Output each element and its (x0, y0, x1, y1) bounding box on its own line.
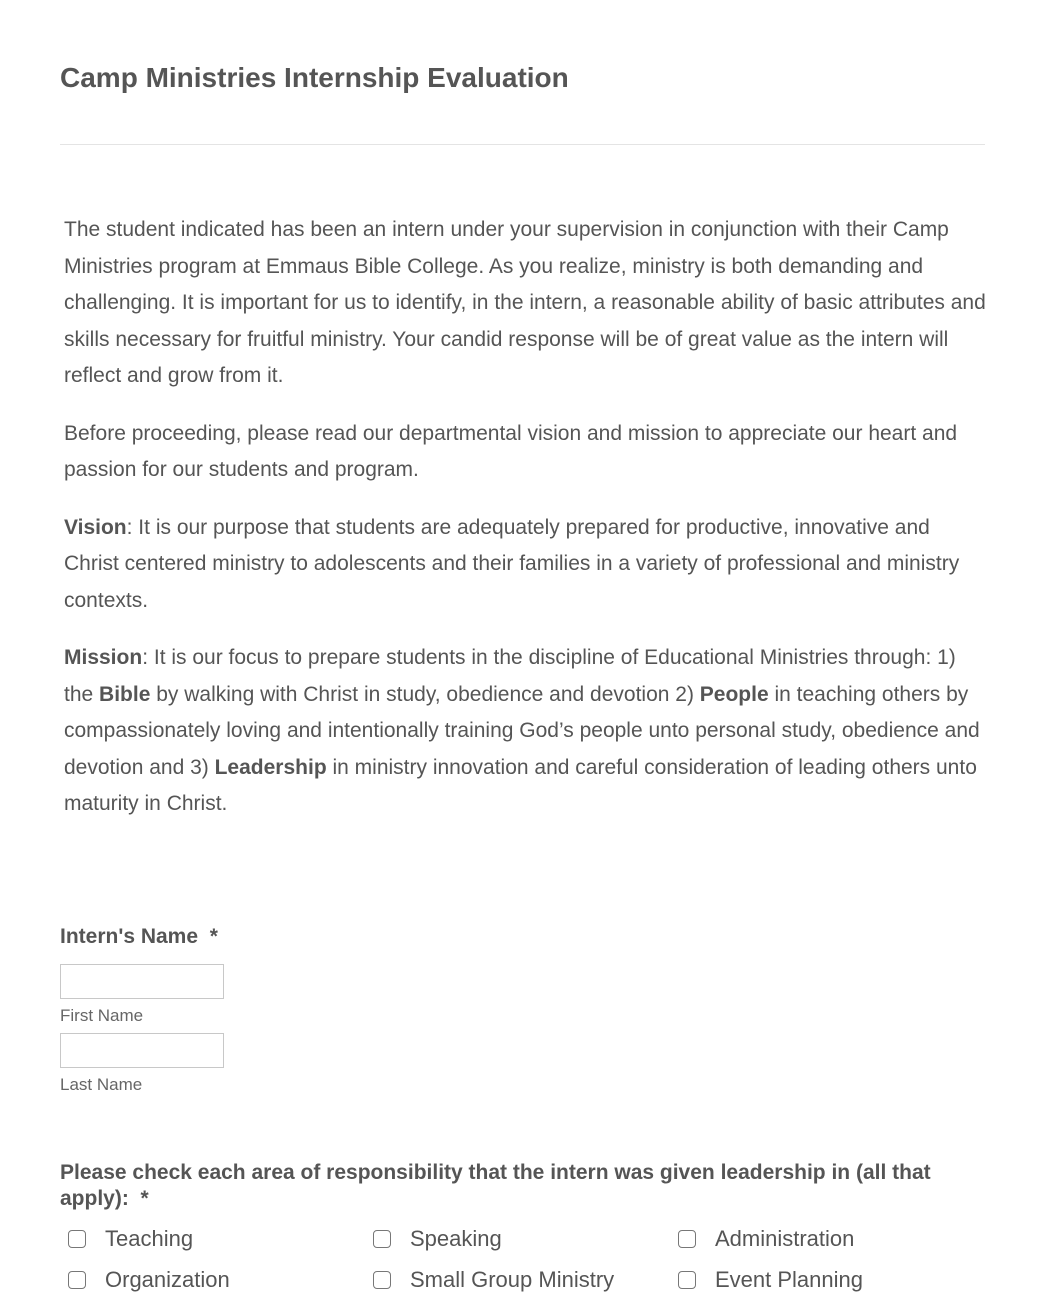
checkbox-icon[interactable] (373, 1230, 391, 1248)
option-label: Teaching (105, 1226, 194, 1251)
checkbox-event-planning[interactable] (678, 1266, 983, 1294)
checkbox-speaking[interactable] (373, 1225, 678, 1253)
label-text: Please check each area of responsibility that the intern was given leadership in (all that apply): (60, 1161, 931, 1210)
checkbox-icon[interactable] (68, 1230, 86, 1248)
option-label: Speaking (410, 1226, 502, 1251)
title-divider (60, 144, 985, 145)
intern-name-label (60, 924, 218, 950)
mission-bold: People (699, 682, 769, 706)
required-marker: * (140, 1187, 149, 1210)
required-marker: * (209, 925, 218, 948)
mission-bold: Leadership (214, 755, 327, 779)
checkbox-small-group-ministry[interactable] (373, 1266, 678, 1294)
first-name-input[interactable] (60, 964, 224, 999)
mission-text: in teaching others by compassionately loving and intentionally training God’s people unto personal study, obedience and devotion and 3) (64, 682, 980, 779)
mission-paragraph (64, 640, 989, 823)
vision-label: Vision (64, 515, 127, 539)
intro-paragraph: Before proceeding, please read our departmental vision and mission to appreciate our heart and passion for our students and program. (64, 421, 958, 481)
mission-text: by walking with Christ in study, obedience and devotion 2) (150, 682, 700, 706)
mission-label: Mission (64, 646, 143, 669)
vision-paragraph (64, 510, 989, 620)
checkbox-icon[interactable] (678, 1230, 696, 1248)
last-name-input[interactable] (60, 1033, 224, 1068)
checkbox-icon[interactable] (373, 1271, 391, 1289)
checkbox-icon[interactable] (678, 1271, 696, 1289)
option-label: Organization (105, 1267, 230, 1292)
mission-text: : It is our focus to prepare students in the discipline of Educational Ministries through: 1) the (64, 646, 956, 706)
option-label: Administration (715, 1226, 855, 1251)
responsibility-checkboxes (68, 1225, 988, 1294)
option-label: Event Planning (715, 1267, 863, 1292)
form-title: Camp Ministries Internship Evaluation (60, 62, 569, 93)
checkbox-icon[interactable] (68, 1271, 86, 1289)
last-name-sublabel: Last Name (60, 1075, 143, 1094)
mission-text: in ministry innovation and careful consideration of leading others unto maturity in Christ. (64, 755, 977, 815)
checkbox-teaching[interactable] (68, 1225, 373, 1253)
intro-text (64, 212, 989, 844)
label-text: Intern's Name (60, 925, 199, 948)
checkbox-organization[interactable] (68, 1266, 373, 1294)
mission-bold: Bible (99, 682, 151, 706)
checkbox-administration[interactable] (678, 1225, 983, 1253)
first-name-sublabel: First Name (60, 1006, 144, 1025)
intro-paragraph: The student indicated has been an intern under your supervision in conjunction with their Camp Ministries program at Emmaus Bible College. As you realize, ministry is both demanding and challenging. It is important for us to identify, in the intern, a reasonable ability of basic attributes and skills necessary for fruitful ministry. Your candid response will be of great value as the intern will reflect and grow from it. (64, 218, 986, 387)
responsibility-label (60, 1160, 960, 1212)
option-label: Small Group Ministry (410, 1267, 615, 1292)
vision-text: : It is our purpose that students are adequately prepared for productive, innovative and Christ centered ministry to adolescents and their families in a variety of professional and ministry contexts. (64, 515, 960, 612)
